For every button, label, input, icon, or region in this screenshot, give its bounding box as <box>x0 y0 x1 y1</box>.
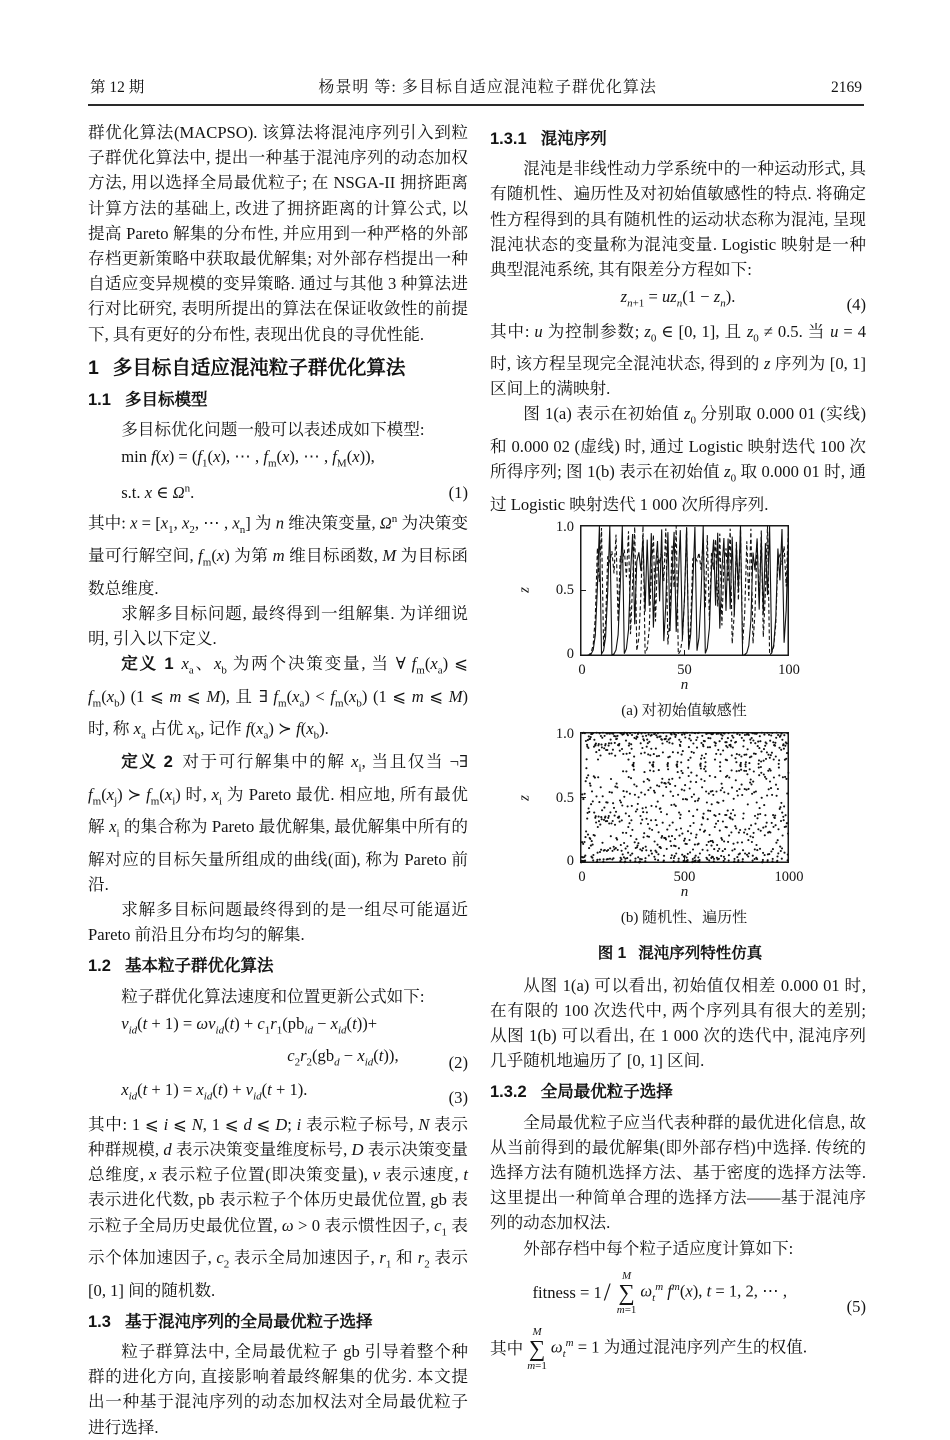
fig1b-ytick-top: 1.0 <box>555 726 574 743</box>
sigma-symbol: ∑ <box>528 1335 546 1361</box>
fig1a-ytick-mid: 0.5 <box>555 582 574 599</box>
equation-3 <box>88 1077 468 1109</box>
fig1b-ytick-bottom: 0 <box>566 853 574 870</box>
fig1a-xtick-100: 100 <box>778 661 800 678</box>
equation-3-line-1: $x_{id}(t + 1) = x_{id}(t) + v_{id}(t + 1)$. (3) <box>88 1077 468 1109</box>
paragraph-model-intro: 多目标优化问题一般可以表述成如下模型: <box>121 420 425 440</box>
fig1b-y-axis-label: z <box>516 794 533 801</box>
issue-label: 第 12 期 <box>90 79 145 96</box>
sigma-symbol: ∑ <box>618 1279 635 1305</box>
section-1-3-2-heading: 1.3.2 全局最优粒子选择 <box>490 1083 673 1102</box>
fig1b-scatter-plot <box>580 732 789 863</box>
fig1a-xtick-0: 0 <box>578 661 586 678</box>
section-1-3-heading: 1.3 基于混沌序列的全局最优粒子选择 <box>88 1312 373 1331</box>
running-title: 杨景明 等: 多目标自适应混沌粒子群优化算法 <box>318 79 657 96</box>
fig1a-y-axis-label: z <box>516 587 533 594</box>
definition-1-label: 定义 1 <box>121 654 174 674</box>
paragraph-definition-2: 定义 2 对于可行解集中的解 $x_i$, 当且仅当 ¬∃ $f_m(x_j)$ ≻ $f_m(x_i)$ 时, $x_i$ 为 Pareto 最优. 相应地, 所有最优解 $x_i$ 的集合称为 Pareto 最优解集, 最优解集中所有的解对应的目标矢量所组成的曲线(面), 称为 Pareto 前沿. <box>88 752 468 894</box>
section-1-number: 1 <box>88 356 99 379</box>
fig1a-ytick-top: 1.0 <box>555 518 574 535</box>
equation-1-line-1: $\min f(x) = (f_1(x)$, ⋯ , $f_m(x)$, ⋯ , $f_M(x)$), <box>121 447 375 470</box>
paragraph-weight-sum: M ∑ m=1 <box>527 1325 547 1372</box>
figure-1a <box>516 518 804 724</box>
fig1b-subcaption: (b) 随机性、遍历性 <box>620 910 748 927</box>
equation-5-rhs: $\omega_t^m$ $f^m(x)$, t = 1, 2, ⋯ , <box>640 1280 787 1304</box>
section-1-2-heading: 1.2 基本粒子群优化算法 <box>88 957 274 976</box>
paragraph-chaos: 混沌是非线性动力学系统中的一种运动形式, 具有随机性、遍历性及对初始值敏感性的特点. 将确定性方程得到的具有随机性的运动状态称为混沌, 呈现混沌状态的变量称为混沌变量. Logistic 映射是一种典型混沌系统, 其有限差分方程如下: <box>490 159 866 280</box>
equation-4-number: (4) <box>846 294 866 314</box>
equation-4 <box>490 284 866 316</box>
fig1b-x-axis-label: n <box>680 884 689 901</box>
paragraph-definition-1: 定义 1 $x_a$、$x_b$ 为两个决策变量, 当 ∀ $f_m(x_a)$ ⩽ $f_m(x_b)$ (1 ⩽ m ⩽ M), 且 ∃ $f_m(x_a) < f_m(x_b)$ (1 ⩽ m ⩽ M) 时, 称 $x_a$ 占优 $x_b$, 记作 $f(x_a)$ ≻ $f(x_b)$. <box>88 654 469 742</box>
equation-4-line-1: $z_{n+1} = uz_n(1 - z_n)$. (4) <box>490 284 866 316</box>
equation-5-lhs: fitness = 1 <box>532 1283 602 1303</box>
page-number: 2169 <box>831 79 862 96</box>
header-rule <box>88 104 864 106</box>
paragraph-goal: 求解多目标问题最终得到的是一组尽可能逼近 Pareto 前沿且分布均匀的解集. <box>88 899 468 945</box>
equation-5-slash: / <box>603 1279 611 1307</box>
equation-5 <box>490 1267 866 1319</box>
page-header <box>90 74 862 97</box>
equation-2 <box>88 1011 468 1076</box>
equation-2-line-2: $c_2r_2(gb_d - x_{id}(t))$, (2) <box>88 1043 468 1075</box>
equation-2-line-1: $v_{id}(t + 1) = \omega v_{id}(t) + c_1r_1(pb_{id} - x_{id}(t))+$ <box>121 1013 378 1037</box>
fig1a-xtick-50: 50 <box>677 661 692 678</box>
paragraph-fitness-intro: 外部存档中每个粒子适应度计算如下: <box>523 1238 794 1258</box>
figure-1-caption-title: 混沌序列特性仿真 <box>638 945 763 963</box>
equation-5-number: (5) <box>846 1296 866 1316</box>
paragraph-solve: 求解多目标问题, 最终得到一组解集. 为详细说明, 引入以下定义. <box>88 604 468 649</box>
fig1a-line-plot <box>580 525 789 656</box>
paragraph-figure-analysis: 从图 1(a) 可以看出, 初始值仅相差 0.000 01 时, 在有限的 100 次迭代中, 两个序列具有很大的差别; 从图 1(b) 可以看出, 在 1 000 次的迭代中, 混沌序列几乎随机地遍历了 [0, 1] 区间. <box>490 975 866 1071</box>
paragraph-where-2: 其中: 1 ⩽ i ⩽ N, 1 ⩽ d ⩽ D; i 表示粒子标号, N 表示种群规模, d 表示决策变量维度标号, D 表示决策变量总维度, x 表示粒子位置(即决策变量), v 表示速度, t 表示进化代数, pb 表示粒子个体历史最优位置, gb 表示粒子全局历史最优位置, ω > 0 表示惯性因子, $c_1$ 表示个体加速因子, $c_2$ 表示全局加速因子, $r_1$ 和 $r_2$ 表示 [0, 1] 间的随机数. <box>88 1114 469 1300</box>
fig1a-subcaption: (a) 对初始值敏感性 <box>621 702 747 719</box>
figure-1-caption-number: 图 1 <box>597 945 627 963</box>
equation-1-number: (1) <box>448 483 468 503</box>
fig1b-ytick-mid: 0.5 <box>555 789 574 806</box>
figure-1b <box>516 726 804 931</box>
section-1-heading <box>88 356 468 381</box>
section-1-1-heading: 1.1 多目标模型 <box>88 391 208 410</box>
equation-3-number: (3) <box>448 1087 468 1107</box>
paragraph-weight: 其中 M ∑ m=1 $\omega_t^m = 1$ 为通过混沌序列产生的权值. <box>490 1325 807 1372</box>
fig1a-x-axis-label: n <box>680 676 689 693</box>
fig1b-xtick-500: 500 <box>673 869 696 886</box>
section-1-3-1-heading: 1.3.1 混沌序列 <box>490 130 607 148</box>
figure-1b-plot-area <box>516 726 804 886</box>
paragraph-abstract-continued: 群优化算法(MACPSO). 该算法将混沌序列引入到粒子群优化算法中, 提出一种基于混沌序列的动态加权方法, 用以选择全局最优粒子; 在 NSGA-II 拥挤距离计算方法的基础上, 改进了拥挤距离的计算公式, 以提高 Pareto 解集的分布性, 并应用到一种严格的外部存档更新策略中获取最优解集; 对外部存档提出一种自适应变异规模的变异策略. 通过与其他 3 种算法进行对比研究, 表明所提出的算法在保证收敛性的前提下, 具有更好的分布性, 表现出优良的寻优性能. <box>88 123 468 344</box>
paragraph-figure-description: 图 1(a) 表示在初始值 $z_0$ 分别取 0.000 01 (实线) 和 0.000 02 (虚线) 时, 通过 Logistic 映射迭代 100 次所得序列; 图 1(b) 表示在初始值 $z_0$ 取 0.000 01 时, 通过 Logistic 映射迭代 1 000 次所得序列. <box>490 404 866 514</box>
figure-1-caption <box>550 941 810 966</box>
fig1a-ytick-bottom: 0 <box>566 645 574 662</box>
paragraph-where-1: 其中: $x = [x_1$, $x_2$, ⋯ , $x_n$] 为 n 维决策变量, $\Omega^n$ 为决策变量可行解空间, $f_m(x)$ 为第 m 维目标函数, M 为目标函数总维度. <box>88 513 469 598</box>
paragraph-gb-selection: 粒子群算法中, 全局最优粒子 gb 引导着整个种群的进化方向, 直接影响着最终解集的优劣. 本文提出一种基于混沌序列的动态加权法对全局最优粒子进行选择. <box>88 1341 468 1437</box>
paragraph-selection-methods: 全局最优粒子应当代表种群的最优进化信息, 故从当前得到的最优解集(即外部存档)中选择. 传统的选择方法有随机选择方法、基于密度的选择方法等. 这里提出一种简单合理的选择方法——基于混沌序列的动态加权法. <box>490 1112 866 1233</box>
equation-1 <box>88 444 468 505</box>
paragraph-pso-intro: 粒子群优化算法速度和位置更新公式如下: <box>121 986 425 1006</box>
left-column <box>88 120 468 1440</box>
fig1b-xtick-0: 0 <box>578 869 586 886</box>
section-1-title: 多目标自适应混沌粒子群优化算法 <box>112 356 406 379</box>
definition-2-label: 定义 2 <box>121 752 173 771</box>
fig1b-xtick-1000: 1000 <box>774 869 804 886</box>
equation-2-number: (2) <box>448 1053 468 1073</box>
equation-5-sum: M ∑ m=1 <box>616 1269 637 1316</box>
paragraph-where-3: 其中: u 为控制参数; $z_0$ ∈ [0, 1], 且 $z_0 \ne 0.5$. 当 u = 4 时, 该方程呈现完全混沌状态, 得到的 z 序列为 [0, 1] 区间上的满映射. <box>490 321 867 399</box>
equation-1-line-2: s.t. x ∈ $\Omega^n$. (1) <box>88 477 468 506</box>
figure-1a-plot-area <box>516 518 800 678</box>
right-column <box>490 120 866 1375</box>
